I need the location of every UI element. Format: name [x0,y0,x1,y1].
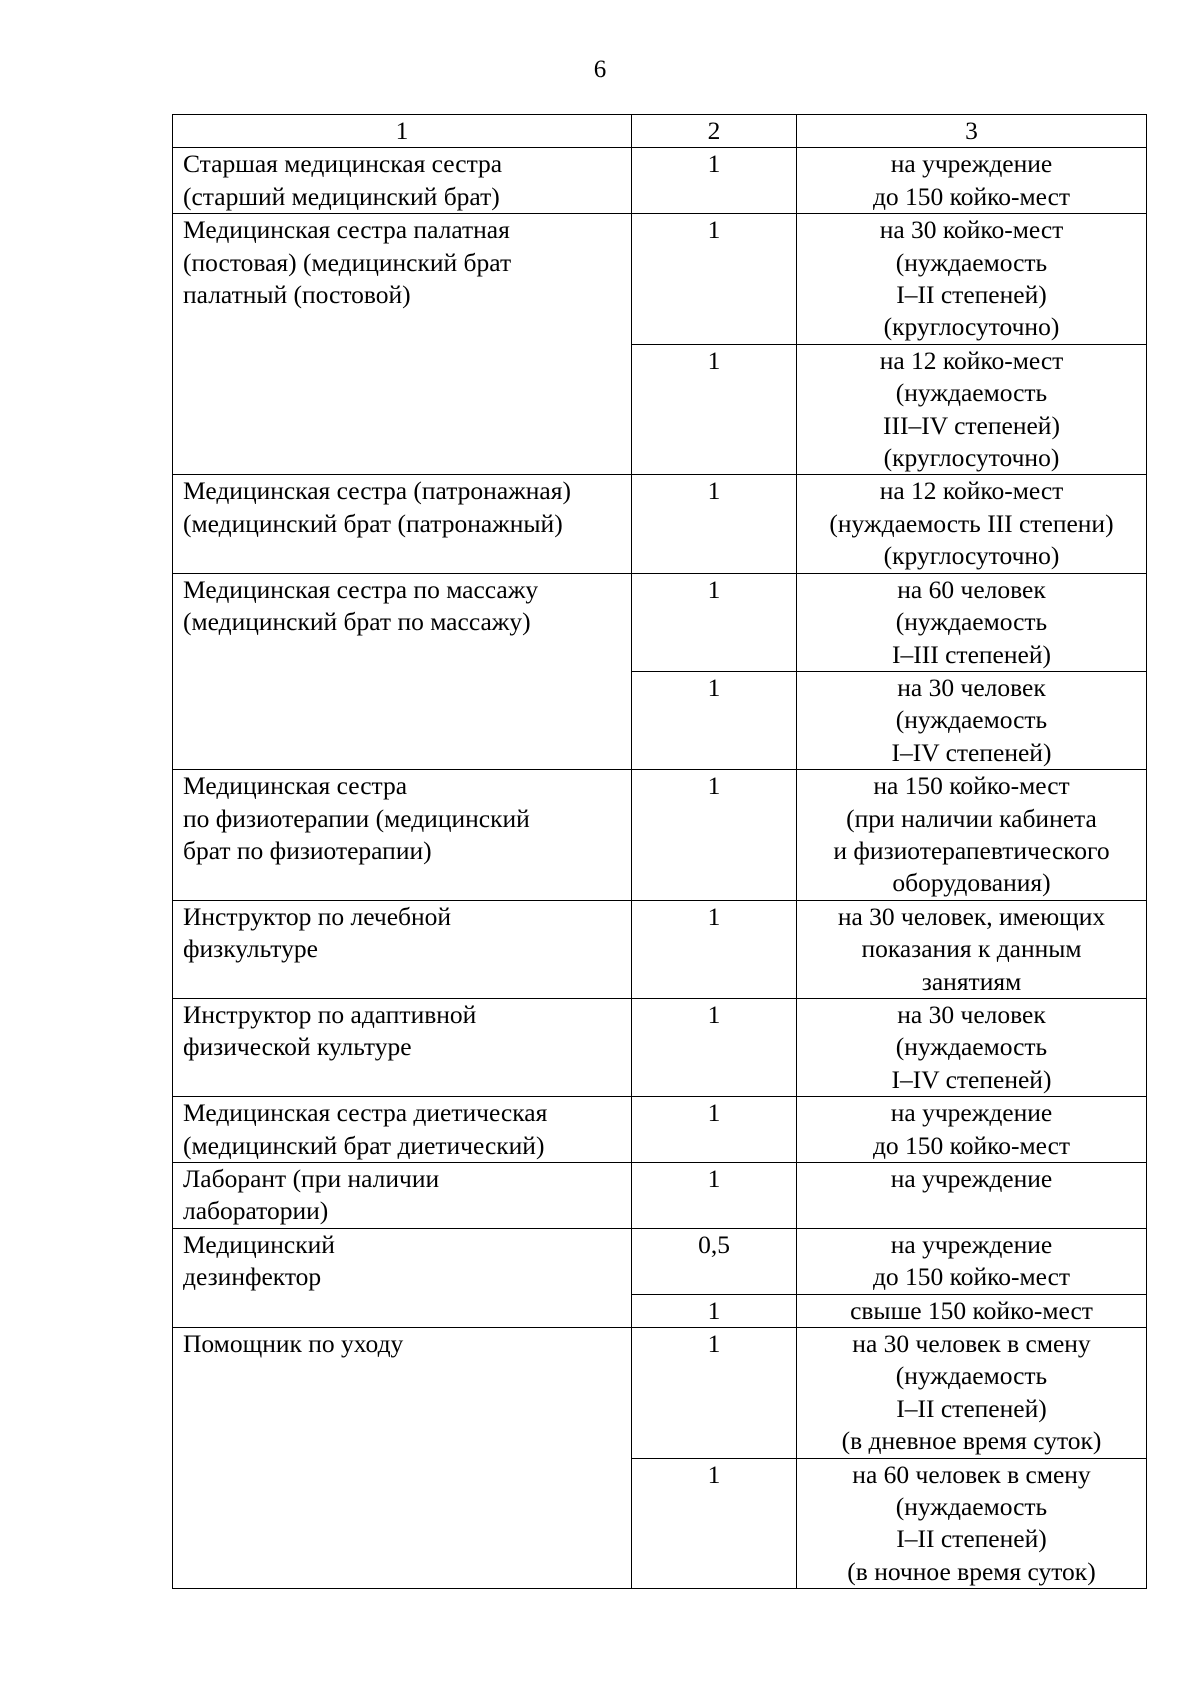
count-cell: 1 [632,900,797,998]
position-line: Старшая медицинская сестра [183,149,503,179]
position-line: (медицинский брат (патронажный) [183,508,563,538]
position-line: брат по физиотерапии) [183,835,432,865]
basis-cell [797,1228,1147,1294]
basis-line: на 12 койко-мест [879,345,1064,375]
position-cell [173,900,632,998]
position-line: Медицинский [183,1229,335,1259]
basis-line: на 60 человек [897,574,1046,604]
basis-line: (нуждаемость [895,705,1048,735]
basis-line: занятиям [921,966,1022,996]
column-header-2: 2 [632,115,797,148]
basis-line: I–IV степеней) [891,1064,1052,1094]
basis-cell [797,1458,1147,1589]
basis-line: оборудования) [892,868,1051,898]
basis-line: и физиотерапевтического [833,835,1110,865]
position-cell [173,1328,632,1589]
position-line: Инструктор по адаптивной [183,999,477,1029]
basis-line: (круглосуточно) [883,443,1060,473]
basis-line: (нуждаемость [895,1032,1048,1062]
basis-line: на учреждение [890,1164,1053,1193]
basis-cell [797,344,1147,475]
basis-line: на 150 койко-мест [873,771,1070,801]
position-line: (постовая) (медицинский брат [183,247,512,277]
basis-line: свыше 150 койко-мест [850,1295,1093,1325]
position-cell [173,475,632,573]
basis-line: (нуждаемость [895,1492,1048,1522]
basis-line: I–II степеней) [896,1393,1047,1423]
basis-line: (круглосуточно) [883,312,1060,342]
count-cell: 1 [632,671,797,769]
basis-line: на 30 человек [897,999,1046,1029]
basis-line: на учреждение [890,149,1053,179]
position-line: лаборатории) [183,1196,329,1226]
position-line: физкультуре [183,934,318,964]
basis-line: на учреждение [890,1229,1053,1259]
count-cell: 1 [632,475,797,573]
basis-line: до 150 койко-мест [872,1130,1071,1160]
basis-line: (нуждаемость [895,607,1048,637]
count-cell: 1 [632,148,797,214]
position-line: (старший медицинский брат) [183,181,500,211]
column-header-3: 3 [797,115,1147,148]
count-cell: 1 [632,344,797,475]
count-cell: 1 [632,214,797,345]
basis-cell [797,900,1147,998]
position-line: дезинфектор [183,1262,322,1292]
basis-line: I–II степеней) [896,280,1047,310]
basis-line: I–III степеней) [892,639,1051,669]
position-cell [173,998,632,1096]
count-cell: 1 [632,1294,797,1327]
basis-line: (круглосуточно) [883,541,1060,571]
count-cell: 1 [632,1328,797,1459]
basis-line: на учреждение [890,1098,1053,1128]
table-row [173,475,1147,573]
table-row [173,998,1147,1096]
table-row [173,1228,1147,1294]
position-cell [173,770,632,901]
table-header-row [173,115,1147,148]
basis-line: показания к данным [861,934,1082,964]
position-cell [173,214,632,475]
table-row [173,1163,1147,1229]
count-cell: 1 [632,573,797,671]
position-cell [173,1163,632,1229]
position-line: (медицинский брат по массажу) [183,607,531,637]
table-row [173,770,1147,901]
basis-cell [797,148,1147,214]
basis-cell [797,1294,1147,1327]
position-line: Помощник по уходу [183,1329,404,1359]
basis-line: до 150 койко-мест [872,1262,1071,1292]
basis-cell [797,475,1147,573]
position-line: Медицинская сестра [183,771,408,801]
table-row [173,1328,1147,1459]
basis-line: на 30 человек, имеющих [837,901,1106,931]
basis-line: (нуждаемость [895,1361,1048,1391]
table-row [173,900,1147,998]
position-line: (медицинский брат диетический) [183,1130,545,1160]
basis-line: на 30 человек в смену [852,1329,1091,1359]
staffing-table [172,114,1147,1589]
basis-cell [797,770,1147,901]
count-cell: 1 [632,1097,797,1163]
position-line: палатный (постовой) [183,280,411,310]
basis-cell [797,1328,1147,1459]
basis-cell [797,998,1147,1096]
page-number: 6 [593,56,607,83]
position-cell [173,1228,632,1327]
position-line: Медицинская сестра диетическая [183,1098,548,1128]
basis-line: на 12 койко-мест [879,476,1064,506]
basis-line: до 150 койко-мест [872,181,1071,211]
basis-line: (нуждаемость [895,247,1048,277]
basis-line: (в дневное время суток) [841,1426,1102,1456]
basis-line: III–IV степеней) [883,410,1060,440]
basis-line: I–IV степеней) [891,737,1052,767]
count-cell: 1 [632,770,797,901]
position-cell [173,1097,632,1163]
table-row [173,1097,1147,1163]
count-cell: 0,5 [632,1228,797,1294]
count-cell: 1 [632,1163,797,1229]
position-line: по физиотерапии (медицинский [183,803,530,833]
basis-cell [797,214,1147,345]
basis-line: на 60 человек в смену [852,1459,1091,1489]
table-row [173,148,1147,214]
basis-line: (при наличии кабинета [846,803,1097,833]
basis-line: (в ночное время суток) [847,1556,1096,1586]
count-cell: 1 [632,998,797,1096]
position-line: Инструктор по лечебной [183,901,452,931]
position-line: Медицинская сестра по массажу [183,574,539,604]
basis-line: на 30 койко-мест [879,215,1064,245]
column-header-1: 1 [173,115,632,148]
position-cell [173,573,632,769]
position-line: Лаборант (при наличии [183,1164,440,1193]
basis-cell [797,573,1147,671]
table-row [173,214,1147,345]
position-line: Медицинская сестра палатная [183,215,510,245]
basis-cell [797,1097,1147,1163]
position-cell [173,148,632,214]
position-line: физической культуре [183,1032,412,1062]
table-row [173,573,1147,671]
basis-line: (нуждаемость [895,378,1048,408]
position-line: Медицинская сестра (патронажная) [183,476,571,506]
count-cell: 1 [632,1458,797,1589]
basis-cell [797,671,1147,769]
basis-line: (нуждаемость III степени) [829,508,1114,538]
basis-line: на 30 человек [897,672,1046,702]
basis-line: I–II степеней) [896,1524,1047,1554]
basis-cell [797,1163,1147,1229]
staffing-table-body [173,115,1147,1589]
